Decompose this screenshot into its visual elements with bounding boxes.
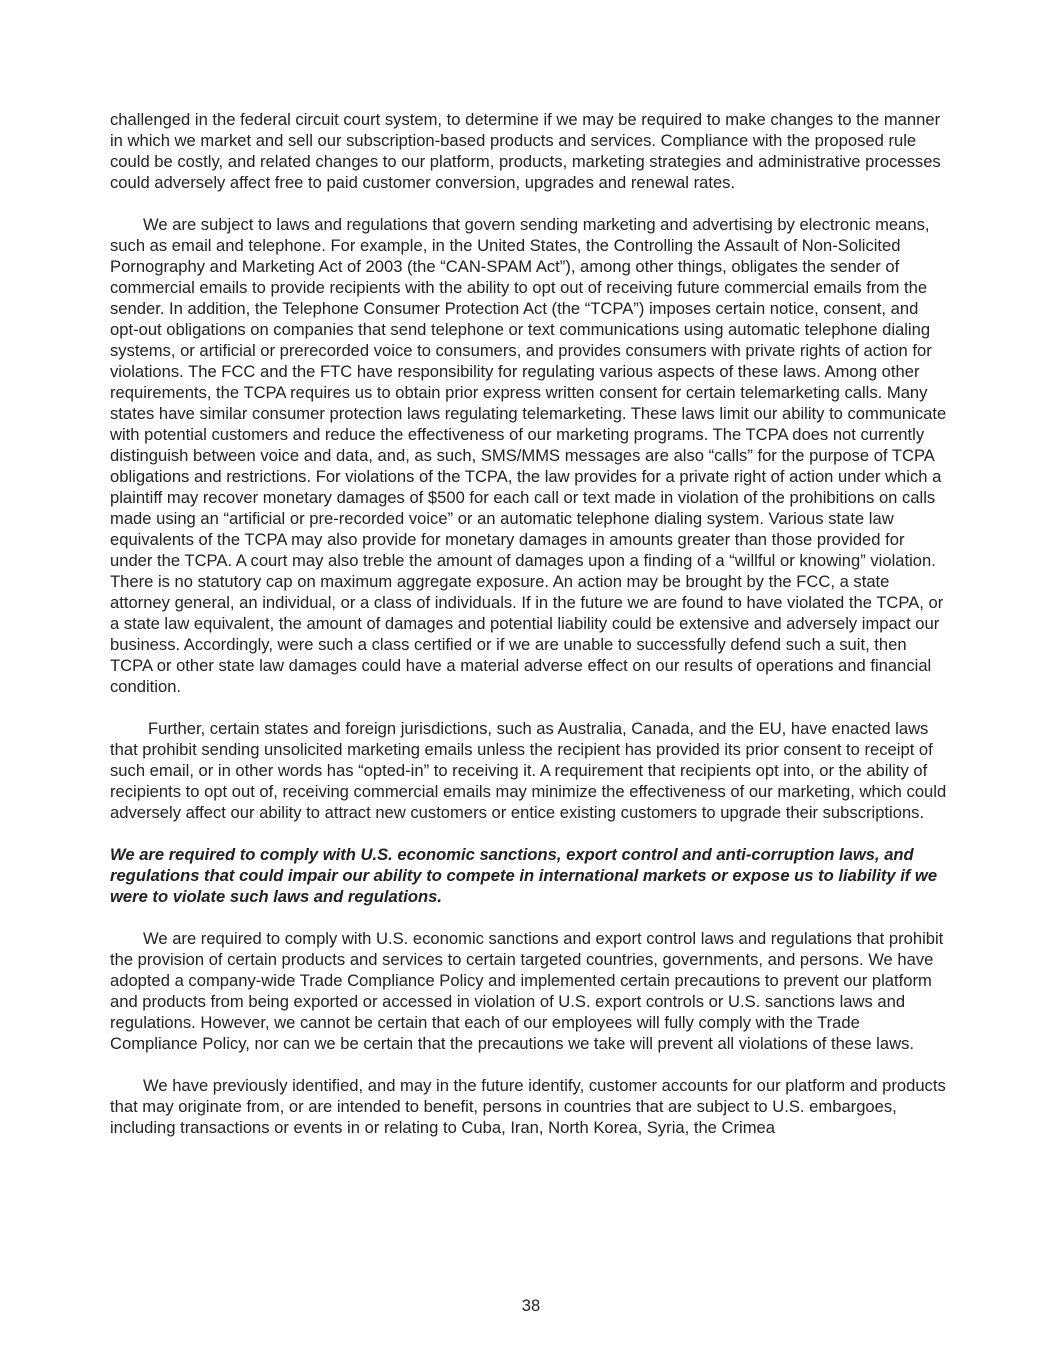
- page-number: 38: [521, 1296, 541, 1315]
- paragraph-embargoed-accounts: We have previously identified, and may in the future identify, customer accounts for our platform and products that may originate from, or are intended to benefit, persons in countries that are subject to U.S. embargoes, including transactions or events in or relating to Cuba, Iran, North Korea, Syria, the Crimea: [110, 1076, 946, 1137]
- paragraph-marketing-laws: We are subject to laws and regulations that govern sending marketing and advertising by electronic means, such as email and telephone. For example, in the United States, the Controlling the Assault of Non-Solicited Pornography and Marketing Act of 2003 (the “CAN-SPAM Act”), among other things, obligates the sender of commercial emails to provide recipients with the ability to opt out of receiving future commercial emails from the sender. In addition, the Telephone Consumer Protection Act (the “TCPA”) imposes certain notice, consent, and opt-out obligations on companies that send telephone or text communications using automatic telephone dialing systems, or artificial or prerecorded voice to consumers, and provides consumers with private rights of action for violations. The FCC and the FTC have responsibility for regulating various aspects of these laws. Among other requirements, the TCPA requires us to obtain prior express written consent for certain telemarketing calls. Many states have similar consumer protection laws regulating telemarketing. These laws limit our ability to communicate with potential customers and reduce the effectiveness of our marketing programs. The TCPA does not currently distinguish between voice and data, and, as such, SMS/MMS messages are also “calls” for the purpose of TCPA obligations and restrictions. For violations of the TCPA, the law provides for a private right of action under which a plaintiff may recover monetary damages of $500 for each call or text made in violation of the prohibitions on calls made using an “artificial or pre-recorded voice” or an automatic telephone dialing system. Various state law equivalents of the TCPA may also provide for monetary damages in amounts greater than those provided for under the TCPA. A court may also treble the amount of damages upon a finding of a “willful or knowing” violation. There is no statutory cap on maximum aggregate exposure. An action may be brought by the FCC, a state attorney general, an individual, or a class of individuals. If in the future we are found to have violated the TCPA, or a state law equivalent, the amount of damages and potential liability could be extensive and adversely impact our business. Accordingly, were such a class certified or if we are unable to successfully defend such a suit, then TCPA or other state law damages could have a material adverse effect on our results of operations and financial condition.: [110, 215, 947, 696]
- paragraph-sanctions-compliance: We are required to comply with U.S. economic sanctions and export control laws and regulations that prohibit the provision of certain products and services to certain targeted countries, governments, and persons. We have adopted a company-wide Trade Compliance Policy and implemented certain precautions to prevent our platform and products from being exported or accessed in violation of U.S. export controls or U.S. sanctions laws and regulations. However, we cannot be certain that each of our employees will fully comply with the Trade Compliance Policy, nor can we be certain that the precautions we take will prevent all violations of these laws.: [110, 929, 944, 1053]
- paragraph-foreign-jurisdictions: Further, certain states and foreign jurisdictions, such as Australia, Canada, and the EU, have enacted laws that prohibit sending unsolicited marketing emails unless the recipient has provided its prior consent to receipt of such email, or in other words has “opted-in” to receiving it. A requirement that recipients opt into, or the ability of recipients to opt out of, receiving commercial emails may minimize the effectiveness of our marketing, which could adversely affect our ability to attract new customers or entice existing customers to upgrade their subscriptions.: [110, 719, 947, 822]
- page-body: [110, 109, 950, 1159]
- risk-factor-heading: We are required to comply with U.S. economic sanctions, export control and anti-corruption laws, and regulations that could impair our ability to compete in international markets or expose us to liability if we were to violate such laws and regulations.: [110, 845, 938, 906]
- paragraph-continuation: challenged in the federal circuit court system, to determine if we may be required to make changes to the manner in which we market and sell our subscription-based products and services. Compliance with the proposed rule could be costly, and related changes to our platform, products, marketing strategies and administrative processes could adversely affect free to paid customer conversion, upgrades and renewal rates.: [110, 110, 941, 192]
